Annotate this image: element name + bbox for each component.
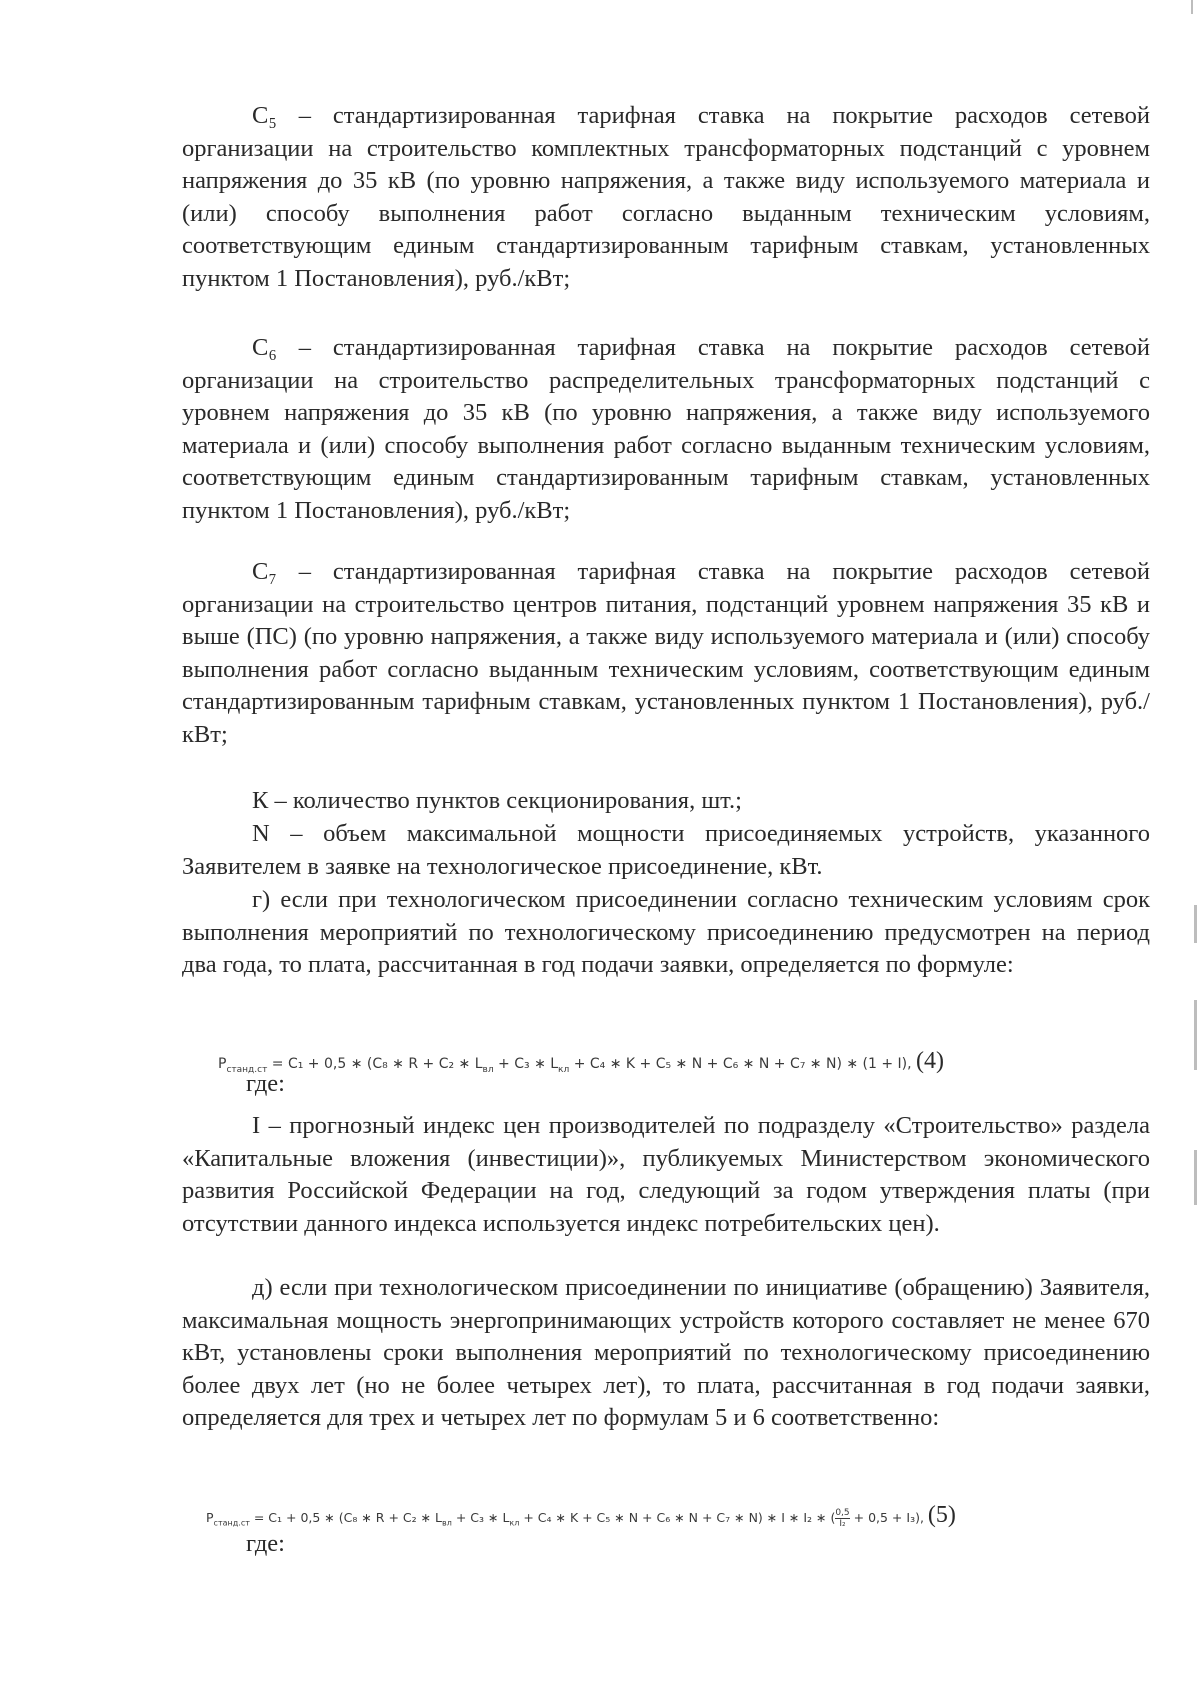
where-label-1: где: [246, 1070, 285, 1097]
formula-4-body: = C₁ + 0,5 ∗ (C₈ ∗ R + C₂ ∗ L [267, 1056, 483, 1072]
paragraph-n: N – объем максимальной мощности присоединяемых устройств, указанного Заявителем в заявке на технологическое присоединение, кВт. [182, 820, 1150, 880]
formula-4-lhs-sub: станд.ст [226, 1064, 268, 1075]
formula-5-number: (5) [927, 1502, 956, 1528]
formula-4-body-3: + C₄ ∗ K + C₅ ∗ N + C₆ ∗ N + C₇ ∗ N) ∗ (1 + I), [569, 1056, 912, 1072]
paragraph-c7: C₇ – стандартизированная тарифная ставка на покрытие расходов сетевой организации на строительство центров питания, подстанций уровнем напряжения 35 кВ и выше (ПС) (по уровню напряжения, а также виду используемого материала и (или) способу выполнения работ согласно выданным техническим условиям, соответствующим единым стандартизированным тарифным ставкам, установленных пунктом 1 Постановления), руб./кВт; [182, 558, 1150, 748]
formula-5-frac-num: 0,5 [835, 1508, 850, 1518]
formula-4 [218, 1048, 944, 1075]
formula-5-body-3: + C₄ ∗ K + C₅ ∗ N + C₆ ∗ N + C₇ ∗ N) ∗ I ∗ I₂ ∗ ( [519, 1510, 836, 1525]
paragraph-g: г) если при технологическом присоединении согласно техническим условиям срок выполнения мероприятий по технологическому присоединению предусмотрен на период два года, то плата, рассчитанная в год подачи заявки, определяется по формуле: [182, 886, 1150, 978]
formula-5-fraction [835, 1508, 849, 1529]
scan-artifact [1194, 905, 1197, 943]
formula-4-sub-kl: кл [558, 1064, 570, 1075]
formula-5-sub-vl: вл [442, 1518, 452, 1528]
scan-artifact [1191, 0, 1193, 14]
formula-5-lhs-sub: станд.ст [213, 1518, 250, 1528]
paragraph-c5: C₅ – стандартизированная тарифная ставка на покрытие расходов сетевой организации на строительство комплектных трансформаторных подстанций с уровнем напряжения до 35 кВ (по уровню напряжения, а также виду используемого материала и (или) способу выполнения работ согласно выданным техническим условиям, соответствующим единым стандартизированным тарифным ставкам, установленных пунктом 1 Постановления), руб./кВт; [182, 102, 1150, 292]
paragraph-i: I – прогнозный индекс цен производителей по подразделу «Строительство» раздела «Капитальные вложения (инвестиции)», публикуемых Министерством экономического развития Российской Федерации на год, следующий за годом утверждения платы (при отсутствии данного индекса используется индекс потребительских цен). [182, 1112, 1150, 1237]
formula-4-number: (4) [916, 1048, 945, 1074]
scan-artifact [1194, 1150, 1197, 1205]
formula-4-body-2: + C₃ ∗ L [493, 1056, 559, 1072]
formula-5-body: = C₁ + 0,5 ∗ (C₈ ∗ R + C₂ ∗ L [249, 1510, 443, 1525]
formula-5-lhs: P [206, 1510, 214, 1525]
paragraph-k: К – количество пунктов секционирования, шт.; [252, 787, 742, 814]
paragraph-d: д) если при технологическом присоединении по инициативе (обращению) Заявителя, максимальная мощность энергопринимающих устройств которого составляет не менее 670 кВт, установлены сроки выполнения мероприятий по технологическому присоединению более двух лет (но не более четырех лет), то плата, рассчитанная в год подачи заявки, определяется для трех и четырех лет по формулам 5 и 6 соответственно: [182, 1274, 1150, 1431]
scan-artifact [1194, 1000, 1197, 1070]
formula-5-body-4: + 0,5 + I₃), [849, 1510, 924, 1525]
formula-5-frac-den: I₂ [839, 1519, 846, 1529]
formula-5 [206, 1502, 956, 1529]
formula-5-body-2: + C₃ ∗ L [451, 1510, 510, 1525]
paragraph-c6: C₆ – стандартизированная тарифная ставка на покрытие расходов сетевой организации на строительство распределительных трансформаторных подстанций с уровнем напряжения до 35 кВ (по уровню напряжения, а также виду используемого материала и (или) способу выполнения работ согласно выданным техническим условиям, соответствующим единым стандартизированным тарифным ставкам, установленных пунктом 1 Постановления), руб./кВт; [182, 334, 1150, 524]
where-label-2: где: [246, 1530, 285, 1557]
formula-4-sub-vl: вл [482, 1064, 494, 1075]
formula-5-sub-kl: кл [509, 1518, 520, 1528]
formula-4-lhs: P [218, 1056, 227, 1072]
